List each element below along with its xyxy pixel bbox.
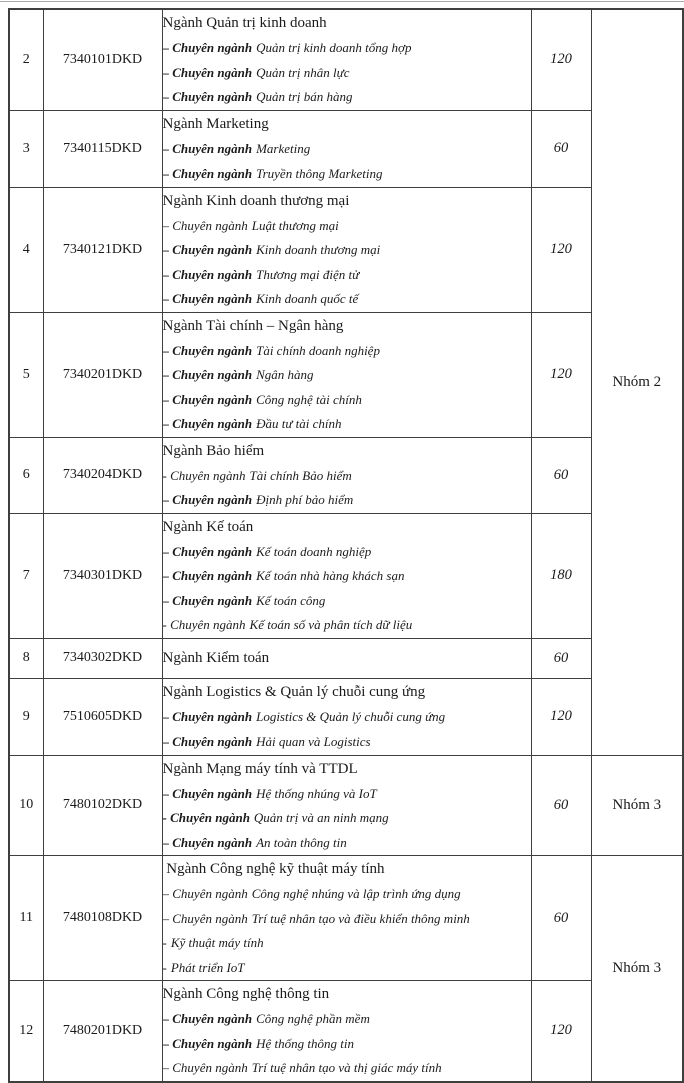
spec-lead: - <box>162 959 167 975</box>
major-title: Ngành Kiểm toán <box>162 650 270 666</box>
major-cell <box>162 856 531 981</box>
table-body <box>9 9 683 1082</box>
quota-cell: 180 <box>531 513 591 638</box>
spec-lead: – Chuyên ngành <box>162 1035 253 1051</box>
spec-name: Hải quan và Logistics <box>256 733 371 749</box>
stt-cell: 3 <box>9 110 43 187</box>
spec-line <box>163 564 531 589</box>
table-row <box>9 110 683 187</box>
stt-cell: 7 <box>9 513 43 638</box>
table-row <box>9 437 683 513</box>
major-cell <box>162 678 531 755</box>
spec-line <box>163 388 531 413</box>
spec-lead: – Chuyên ngành <box>162 1060 248 1075</box>
stt-cell: 6 <box>9 437 43 513</box>
spec-name: Đầu tư tài chính <box>256 416 342 431</box>
code-cell: 7340101DKD <box>43 9 162 110</box>
spec-lead: – Chuyên ngành <box>162 834 253 850</box>
code-cell: 7340302DKD <box>43 638 162 678</box>
spec-name: Tài chính Bảo hiểm <box>249 467 352 483</box>
quota-cell: 120 <box>531 981 591 1082</box>
table-row <box>9 755 683 856</box>
spec-lead: – Chuyên ngành <box>162 709 253 724</box>
spec-lead: - Chuyên ngành <box>162 810 250 825</box>
stt-cell: 2 <box>9 9 43 110</box>
spec-name: Ngân hàng <box>256 367 314 382</box>
stt-cell: 8 <box>9 638 43 678</box>
stt-cell: 4 <box>9 187 43 312</box>
major-title: Ngành Marketing <box>162 116 269 132</box>
quota-cell: 60 <box>531 437 591 513</box>
major-cell <box>162 513 531 638</box>
spec-line <box>163 36 531 61</box>
spec-name: Hệ thống nhúng và IoT <box>256 785 377 801</box>
stt-cell: 10 <box>9 755 43 856</box>
spec-line <box>163 907 531 932</box>
spec-lead: – Chuyên ngành <box>162 40 253 55</box>
spec-name: Luật thương mại <box>251 217 339 233</box>
spec-name: Kế toán doanh nghiệp <box>256 543 372 559</box>
spec-line <box>163 540 531 565</box>
major-cell <box>162 981 531 1082</box>
major-title: Ngành Quản trị kinh doanh <box>162 15 327 31</box>
code-cell: 7480102DKD <box>43 755 162 856</box>
table-row <box>9 678 683 755</box>
table-row <box>9 638 683 678</box>
spec-name: Kế toán công <box>256 592 326 608</box>
spec-line <box>163 287 531 312</box>
major-title: Ngành Tài chính – Ngân hàng <box>162 317 344 334</box>
major-cell <box>162 187 531 312</box>
spec-line <box>163 589 531 614</box>
spec-lead: – Chuyên ngành <box>162 492 253 507</box>
quota-cell: 120 <box>531 678 591 755</box>
quota-cell: 60 <box>531 638 591 678</box>
spec-line <box>163 705 531 730</box>
major-title: Ngành Mạng máy tính và TTDL <box>162 760 358 777</box>
table-row <box>9 856 683 981</box>
spec-line <box>163 613 531 638</box>
spec-line <box>163 956 531 981</box>
code-cell: 7340115DKD <box>43 110 162 187</box>
spec-name: Hệ thống thông tin <box>256 1035 354 1051</box>
major-title: Ngành Logistics & Quản lý chuỗi cung ứng <box>162 684 426 700</box>
table-row <box>9 513 683 638</box>
table-row <box>9 312 683 437</box>
spec-lead: – Chuyên ngành <box>162 291 253 306</box>
major-cell <box>162 755 531 856</box>
major-cell <box>162 312 531 437</box>
spec-lead: – Chuyên ngành <box>162 733 253 749</box>
spec-line <box>163 214 531 239</box>
spec-name: Thương mại điện tử <box>256 266 360 282</box>
admissions-table <box>8 8 684 1083</box>
table-row <box>9 187 683 312</box>
code-cell: 7480201DKD <box>43 981 162 1082</box>
spec-line <box>163 137 531 162</box>
spec-lead: - Chuyên ngành <box>162 617 246 632</box>
major-cell <box>162 638 531 678</box>
spec-line <box>163 412 531 437</box>
spec-lead: – Chuyên ngành <box>162 266 253 282</box>
major-title: Ngành Công nghệ kỹ thuật máy tính <box>162 861 385 877</box>
spec-name: Kinh doanh thương mại <box>256 242 381 257</box>
spec-lead: – Chuyên ngành <box>162 141 253 156</box>
group-cell: Nhóm 3 <box>591 856 683 1082</box>
spec-lead: - Chuyên ngành <box>162 467 246 483</box>
major-title: Ngành Công nghệ thông tin <box>162 986 330 1002</box>
spec-lead: - <box>162 935 167 950</box>
spec-name: Kế toán số và phân tích dữ liệu <box>249 617 413 632</box>
code-cell: 7340204DKD <box>43 437 162 513</box>
quota-cell: 60 <box>531 856 591 981</box>
spec-name: Logistics & Quản lý chuỗi cung ứng <box>256 709 446 724</box>
major-title: Ngành Bảo hiểm <box>162 442 265 459</box>
spec-name: Quản trị và an ninh mạng <box>253 810 389 825</box>
spec-lead: – Chuyên ngành <box>162 165 253 181</box>
spec-lead: – Chuyên ngành <box>162 64 253 80</box>
major-cell <box>162 437 531 513</box>
spec-lead: – Chuyên ngành <box>162 886 248 901</box>
major-cell <box>162 110 531 187</box>
spec-line <box>163 931 531 956</box>
group-cell: Nhóm 2 <box>591 9 683 755</box>
code-cell: 7340301DKD <box>43 513 162 638</box>
page-crop-line <box>0 1 684 2</box>
code-cell: 7340201DKD <box>43 312 162 437</box>
quota-cell: 60 <box>531 110 591 187</box>
spec-line <box>163 1056 531 1081</box>
spec-lead: – Chuyên ngành <box>162 217 248 233</box>
stt-cell: 11 <box>9 856 43 981</box>
spec-name: Truyền thông Marketing <box>256 165 383 181</box>
spec-lead: – Chuyên ngành <box>162 367 253 382</box>
spec-name: Kinh doanh quốc tế <box>256 291 359 306</box>
spec-lead: – Chuyên ngành <box>162 910 248 926</box>
spec-line <box>163 1032 531 1057</box>
spec-name: Quản trị nhân lực <box>256 64 350 80</box>
spec-line <box>163 85 531 110</box>
spec-name: Quản trị bán hàng <box>256 89 353 104</box>
spec-lead: – Chuyên ngành <box>162 1011 253 1026</box>
spec-lead: – Chuyên ngành <box>162 342 253 358</box>
quota-cell: 120 <box>531 9 591 110</box>
stt-cell: 12 <box>9 981 43 1082</box>
spec-name: Marketing <box>256 141 311 156</box>
code-cell: 7340121DKD <box>43 187 162 312</box>
spec-name: Quản trị kinh doanh tổng hợp <box>256 40 412 55</box>
spec-name: Định phí bảo hiểm <box>256 492 354 507</box>
spec-name: Trí tuệ nhân tạo và thị giác máy tính <box>251 1060 442 1075</box>
spec-line <box>163 162 531 187</box>
spec-name: Công nghệ tài chính <box>256 391 362 407</box>
spec-lead: – Chuyên ngành <box>162 568 253 583</box>
stt-cell: 9 <box>9 678 43 755</box>
spec-line <box>163 263 531 288</box>
spec-name: Công nghệ nhúng và lập trình ứng dụng <box>251 886 461 901</box>
spec-name: Tài chính doanh nghiệp <box>256 342 380 358</box>
spec-line <box>163 806 531 831</box>
spec-lead: – Chuyên ngành <box>162 391 253 407</box>
spec-name: Kỹ thuật máy tính <box>170 935 264 950</box>
code-cell: 7510605DKD <box>43 678 162 755</box>
spec-lead: – Chuyên ngành <box>162 416 253 431</box>
spec-line <box>163 488 531 513</box>
major-title: Ngành Kinh doanh thương mại <box>162 192 350 209</box>
major-title: Ngành Kế toán <box>162 518 254 535</box>
spec-lead: – Chuyên ngành <box>162 543 253 559</box>
spec-line <box>163 730 531 755</box>
spec-name: Trí tuệ nhân tạo và điều khiển thông minh <box>251 910 470 926</box>
table-row <box>9 981 683 1082</box>
spec-lead: – Chuyên ngành <box>162 592 253 608</box>
spec-lead: – Chuyên ngành <box>162 785 253 801</box>
table-row <box>9 9 683 110</box>
spec-line <box>163 464 531 489</box>
spec-line <box>163 1007 531 1032</box>
quota-cell: 120 <box>531 312 591 437</box>
spec-line <box>163 831 531 856</box>
spec-line <box>163 61 531 86</box>
stt-cell: 5 <box>9 312 43 437</box>
spec-line <box>163 363 531 388</box>
spec-name: Kế toán nhà hàng khách sạn <box>256 568 405 583</box>
group-cell: Nhóm 3 <box>591 755 683 856</box>
spec-line <box>163 339 531 364</box>
quota-cell: 60 <box>531 755 591 856</box>
major-cell <box>162 9 531 110</box>
spec-name: Công nghệ phần mềm <box>256 1011 370 1026</box>
spec-name: Phát triển IoT <box>170 959 245 975</box>
spec-line <box>163 782 531 807</box>
spec-lead: – Chuyên ngành <box>162 242 253 257</box>
spec-lead: – Chuyên ngành <box>162 89 253 104</box>
spec-line <box>163 882 531 907</box>
code-cell: 7480108DKD <box>43 856 162 981</box>
quota-cell: 120 <box>531 187 591 312</box>
spec-name: An toàn thông tin <box>256 834 347 850</box>
spec-line <box>163 238 531 263</box>
